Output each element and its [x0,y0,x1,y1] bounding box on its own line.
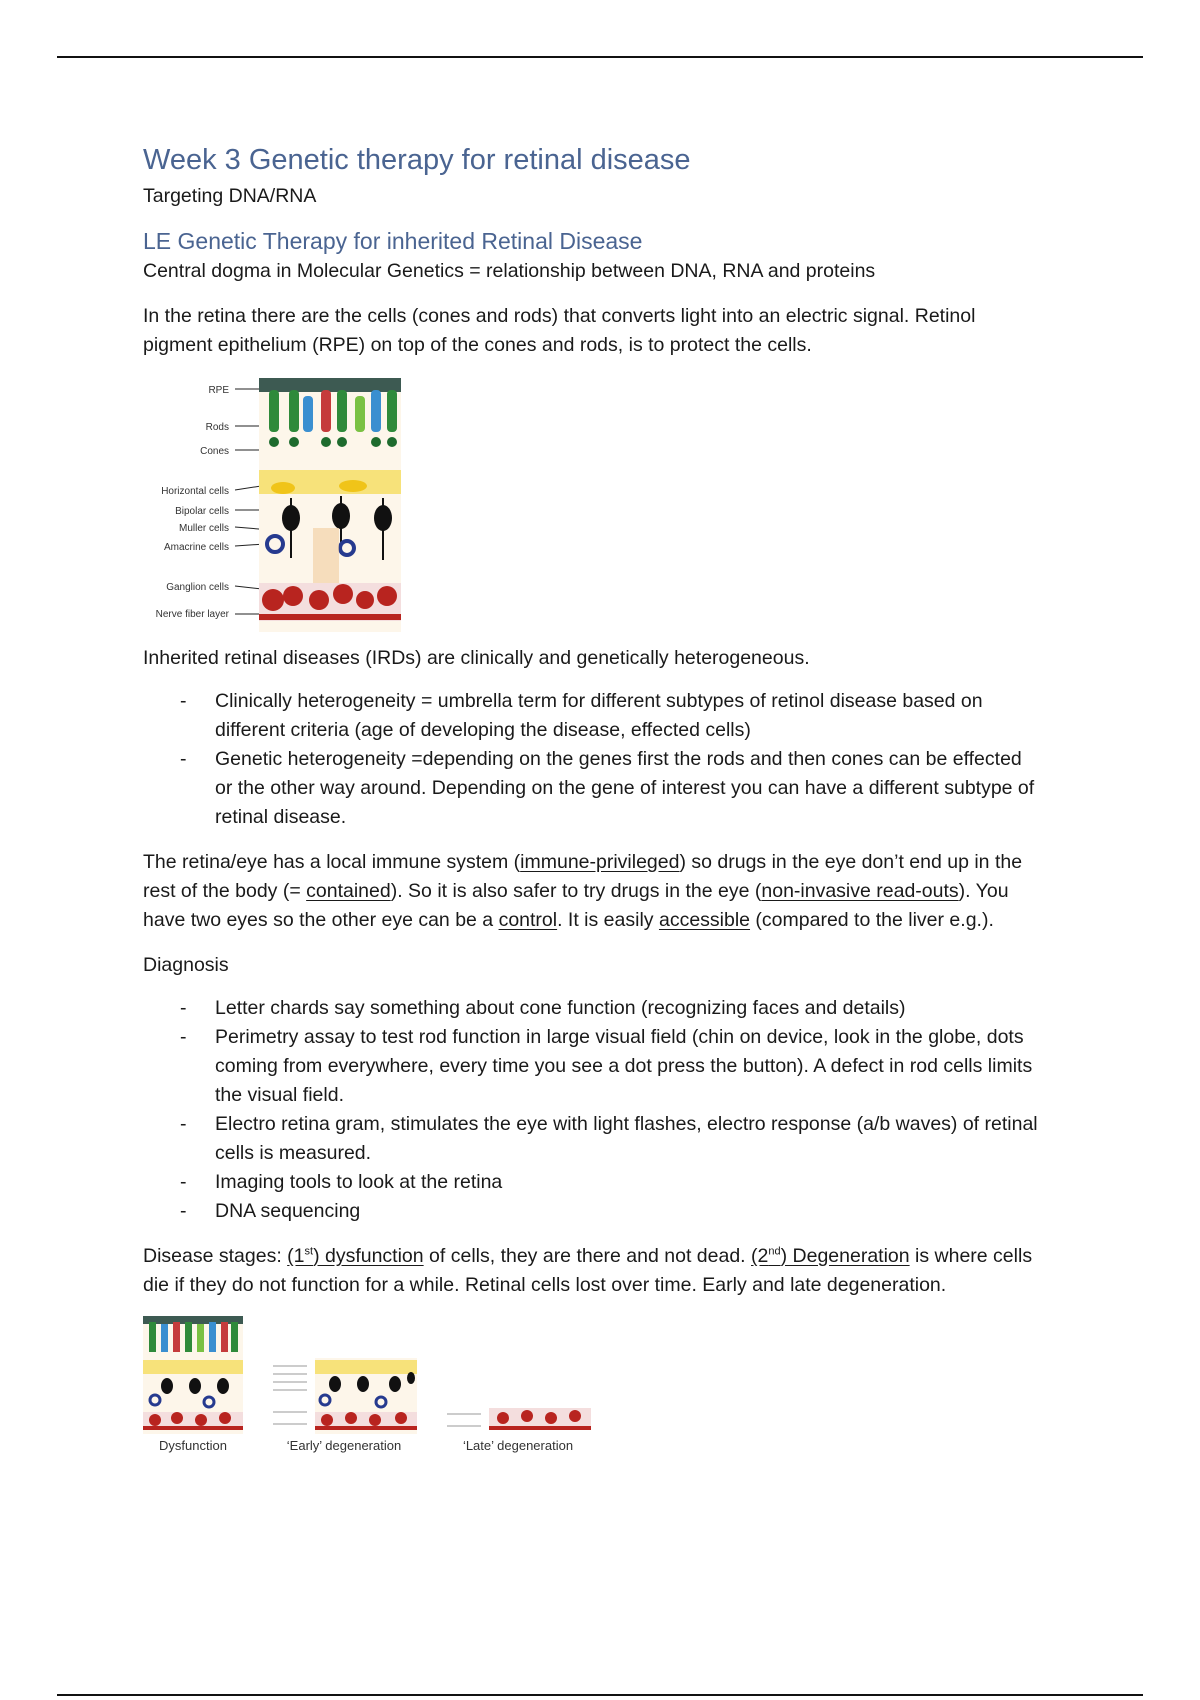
label-rpe: RPE [208,385,229,396]
label-cones: Cones [200,446,229,457]
immune-privileged-term: immune-privileged [520,851,680,873]
immune-text-1: The retina/eye has a local immune system ( [143,851,521,873]
diagnosis-list [143,994,1043,1226]
header-rule [57,56,1143,58]
degeneration-term: (2nd) Degeneration [751,1245,910,1267]
footer-rule [57,1694,1143,1696]
immune-text-3: ). So it is also safer to try drugs in the eye ( [390,880,762,902]
immune-paragraph [143,848,1043,935]
immune-text-5: . It is easily [557,909,659,931]
immune-text-2: ) so drugs in the eye don’t end up in the rest of the body (= [143,851,1023,902]
caption-late-degeneration: ‘Late’ degeneration [462,1438,574,1453]
list-item: - Letter chards say something about cone function (recognizing faces and details) [143,994,1043,1023]
control-term: control [498,909,558,931]
dysfunction-term: (1st) dysfunction [287,1245,424,1267]
accessible-term: accessible [658,909,751,931]
early-degeneration-diagram [271,1358,417,1434]
retina-layers-figure [143,378,405,632]
stage-early-degeneration [271,1358,417,1454]
disease-stages-paragraph [143,1242,1043,1300]
label-rods: Rods [205,422,229,433]
list-item: - DNA sequencing [143,1197,1043,1226]
stage-late-degeneration [445,1404,591,1454]
late-degeneration-diagram [445,1404,591,1434]
list-item: - Perimetry assay to test rod function in large visual field (chin on device, look in the globe, dots coming from everywhere, every time you see a dot press the button). A defect in rod cells limits the visual field. [143,1023,1043,1110]
label-horizontal: Horizontal cells [161,486,229,497]
immune-text-4: ). You have two eyes so the other eye can be a [143,880,1009,931]
stages-text-2: of cells, they are there and not dead. [423,1245,752,1267]
label-ganglion: Ganglion cells [166,582,229,593]
page-subtitle: Targeting DNA/RNA [143,185,317,207]
caption-dysfunction: Dysfunction [159,1438,227,1453]
list-item: - Genetic heterogeneity =depending on the genes first the rods and then cones can be effected or the other way around. Depending on the gene of interest you can have a different subtype of retinal disease. [143,745,1043,832]
page-title: Week 3 Genetic therapy for retinal disease [143,144,691,176]
caption-early-degeneration: ‘Early’ degeneration [286,1438,402,1453]
contained-term: contained [306,880,391,902]
list-item: - Imaging tools to look at the retina [143,1168,1043,1197]
stages-text-1: Disease stages: [143,1245,288,1267]
list-item: - Electro retina gram, stimulates the eye with light flashes, electro response (a/b waves) of retinal cells is measured. [143,1110,1043,1168]
label-muller: Muller cells [178,523,229,534]
stages-text-3: is where cells die if they do not function for a while. Retinal cells lost over time. Early and late degeneration. [143,1245,1033,1296]
label-nerve-fiber: Nerve fiber layer [155,609,229,620]
list-item: - Clinically heterogeneity = umbrella term for different subtypes of retinol disease based on different criteria (age of developing the disease, effected cells) [143,687,1043,745]
label-amacrine: Amacrine cells [163,542,229,553]
central-dogma-paragraph: Central dogma in Molecular Genetics = relationship between DNA, RNA and proteins [143,260,876,282]
heterogeneity-list [143,687,1043,832]
retina-paragraph: In the retina there are the cells (cones and rods) that converts light into an electric signal. Retinol pigment epithelium (RPE) on top of the cones and rods, is to protect the cells. [143,305,976,356]
non-invasive-term: non-invasive read-outs [761,880,959,902]
section-heading: LE Genetic Therapy for inherited Retinal Disease [143,228,643,254]
diagnosis-heading: Diagnosis [143,954,229,976]
document-page [143,140,1043,1454]
stage-dysfunction [143,1316,243,1454]
dysfunction-diagram [143,1316,243,1434]
ird-paragraph: Inherited retinal diseases (IRDs) are clinically and genetically heterogeneous. [143,647,810,669]
label-bipolar: Bipolar cells [175,506,229,517]
disease-stages-figure [143,1316,1043,1454]
immune-text-6: (compared to the liver e.g.). [750,909,994,931]
